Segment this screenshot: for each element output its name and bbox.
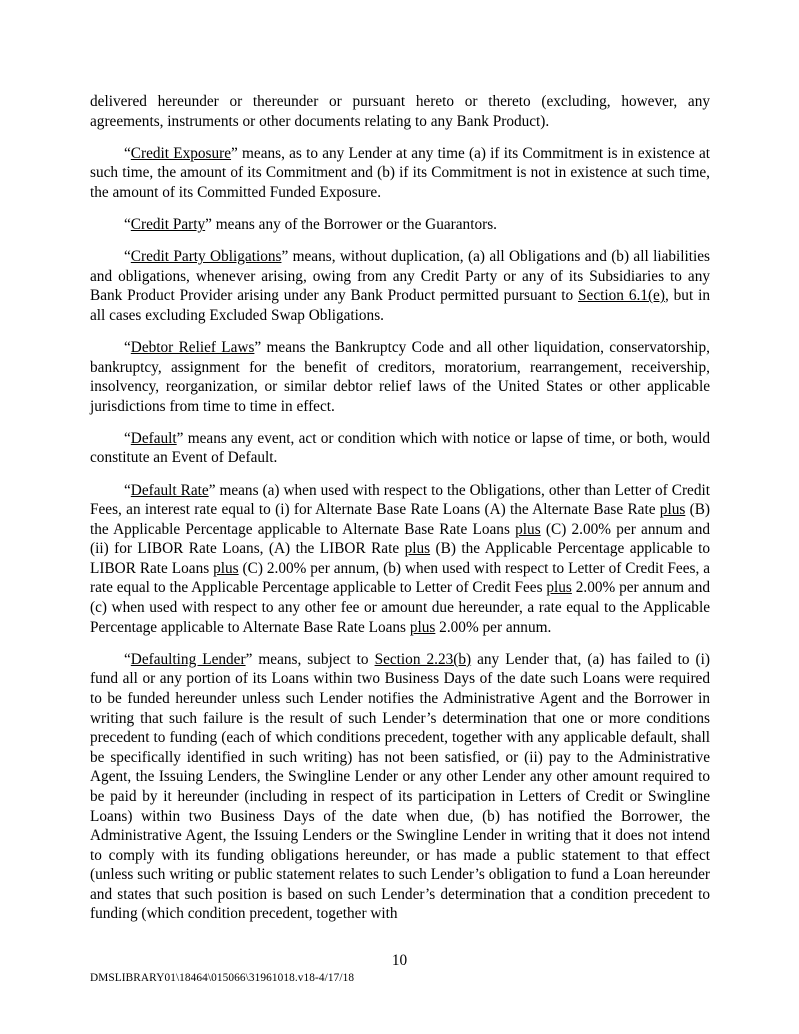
defined-term-defaulting-lender: Defaulting Lender (130, 650, 246, 668)
paragraph-credit-exposure: “Credit Exposure” means, as to any Lender at any time (a) if its Commitment is in existence at such time, the amount of its Commitment and (b) if its Commitment is not in existence at such time, the amount of its Committed Funded Exposure. (90, 144, 710, 201)
emphasis-plus-2: plus (515, 520, 541, 538)
paragraph-credit-party-obligations: “Credit Party Obligations” means, without duplication, (a) all Obligations and (b) all liabilities and obligations, whenever arising, owing from any Credit Party or any of its Subsidiaries to any Bank Product Provider arising under any Bank Product permitted pursuant to Section 6.1(e), but in all cases excluding Excluded Swap Obligations. (90, 248, 711, 324)
emphasis-plus-4: plus (213, 559, 239, 577)
page-number: 10 (391, 952, 408, 969)
cross-reference-section-6-1-e[interactable]: Section 6.1(e) (578, 287, 665, 305)
paragraph-debtor-relief-laws: “Debtor Relief Laws” means the Bankruptcy Code and all other liquidation, conservatorship, bankruptcy, assignment for the benefit of creditors, moratorium, rearrangement, receivership, insolvency, reorganization, or similar debtor relief laws of the United States or other applicable jurisdictions from time to time in effect. (90, 338, 710, 415)
defined-term-default-rate: Default Rate (130, 481, 209, 499)
defined-term-credit-exposure: Credit Exposure (130, 144, 232, 162)
footer-document-reference: DMSLIBRARY01\18464\015066\31961018.v18-4/17/18 (90, 972, 355, 984)
paragraph-default: “Default” means any event, act or condition which with notice or lapse of time, or both, would constitute an Event of Default. (90, 429, 710, 467)
cross-reference-section-2-23-b[interactable]: Section 2.23(b) (374, 650, 472, 668)
defined-term-default: Default (130, 429, 177, 447)
emphasis-plus-6: plus (409, 618, 436, 636)
defined-term-credit-party: Credit Party (130, 215, 206, 233)
paragraph-default-rate: “Default Rate” means (a) when used with respect to the Obligations, other than Letter of Credit Fees, an interest rate equal to (i) for Alternate Base Rate Loans (A) the Alternate Base Rate plus (B) the Applicable Percentage applicable to Alternate Base Rate Loans plus (C) 2.00% per annum and (ii) for LIBOR Rate Loans, (A) the LIBOR Rate plus (B) the Applicable Percentage applicable to LIBOR Rate Loans plus (C) 2.00% per annum, (b) when used with respect to Letter of Credit Fees, a rate equal to the Applicable Percentage applicable to Letter of Credit Fees plus 2.00% per annum and (c) when used with respect to any other fee or amount due hereunder, a rate equal to the Applicable Percentage applicable to Alternate Base Rate Loans plus 2.00% per annum. (90, 481, 711, 636)
emphasis-plus-3: plus (404, 540, 431, 558)
emphasis-plus-5: plus (546, 579, 572, 597)
emphasis-plus-1: plus (659, 501, 686, 519)
paragraph-continuation: delivered hereunder or thereunder or pursuant hereto or thereto (excluding, however, any agreements, instruments or other documents relating to any Bank Product). (90, 93, 710, 130)
paragraph-credit-party: “Credit Party” means any of the Borrower or the Guarantors. (124, 215, 497, 233)
document-body (90, 92, 710, 937)
paragraph-defaulting-lender: “Defaulting Lender” means, subject to Section 2.23(b) any Lender that, (a) has failed to (i) fund all or any portion of its Loans within two Business Days of the date such Loans were required to be funded hereunder unless such Lender notifies the Administrative Agent and the Borrower in writing that such failure is the result of such Lender’s determination that one or more conditions precedent to funding (each of which conditions precedent, together with any applicable default, shall be specifically identified in such writing) has not been satisfied, or (ii) pay to the Administrative Agent, the Issuing Lenders, the Swingline Lender or any other Lender any other amount required to be paid by it hereunder (including in respect of its participation in Letters of Credit or Swingline Loans) within two Business Days of the date when due, (b) has notified the Borrower, the Administrative Agent, the Issuing Lenders or the Swingline Lender in writing that it does not intend to comply with its funding obligations hereunder, or has made a public statement to that effect (unless such writing or public statement relates to such Lender’s obligation to fund a Loan hereunder and states that such position is based on such Lender’s determination that a condition precedent to funding (which condition precedent, together with (90, 650, 710, 923)
defined-term-debtor-relief-laws: Debtor Relief Laws (130, 338, 255, 356)
defined-term-credit-party-obligations: Credit Party Obligations (130, 248, 282, 266)
